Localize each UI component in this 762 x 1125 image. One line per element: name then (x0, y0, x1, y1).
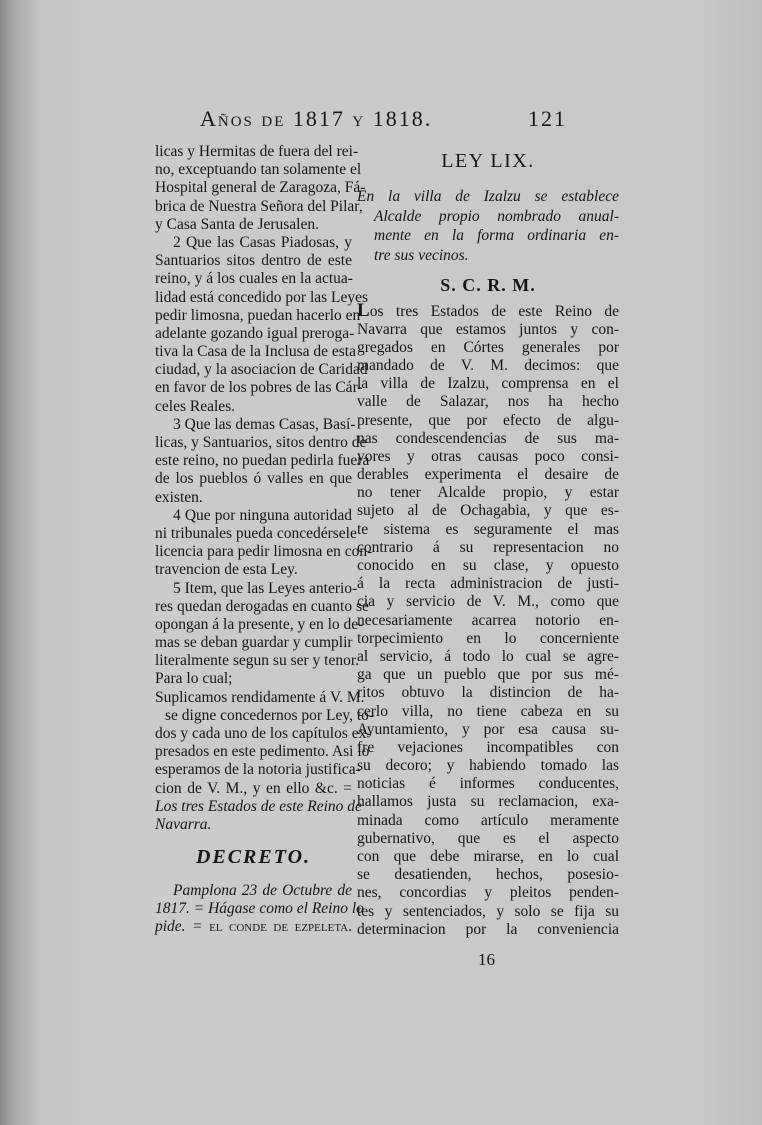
text-line: 2 Que las Casas Piadosas, y (173, 233, 352, 251)
text-line: con que debe mirarse, en lo cual (357, 848, 619, 865)
text-line: Hospital general de Zaragoza, Fá- (155, 179, 366, 197)
text-line: necesariamente acarrea notorio en- (357, 611, 619, 629)
text-line: 3 Que las demas Casas, Basí- (173, 415, 356, 433)
text-line: tes y sentenciados, y solo se fija su (357, 902, 619, 920)
text-line: determinacion por la conveniencia (357, 920, 619, 938)
text-line: no tener Alcalde propio, y estar (357, 484, 619, 502)
text-line: la villa de Izalzu, comprensa en el (357, 375, 619, 393)
law-summary (357, 187, 619, 265)
text-line: 4 Que por ninguna autoridad (173, 506, 352, 524)
text-line: dos y cada uno de los capítulos ex- (155, 725, 372, 742)
text-line: al servicio, á todo lo cual se agre- (357, 647, 619, 665)
text-line: noticias é informes conducentes, (357, 775, 619, 793)
text-line: cerlo villa, no tiene cabeza en su (357, 702, 619, 720)
text-line: te sistema es seguramente el mas (357, 520, 619, 538)
summary-line: mente en la forma ordinaria en- (374, 227, 619, 245)
page-number: 121 (528, 106, 567, 131)
text-line: torpecimiento en lo concerniente (357, 629, 619, 647)
text-line: esperamos de la notoria justifica- (155, 761, 361, 779)
text-line: Los tres Estados de este Reino de (155, 797, 362, 815)
text-line: gregados en Córtes generales por (357, 338, 619, 356)
text-line: travencion de esta Ley. (155, 561, 298, 579)
text-line: gubernativo, que es el aspecto (357, 829, 619, 847)
text-line: Navarra. (155, 815, 212, 833)
text-line: conocido en su clase, y opuesto (357, 557, 619, 574)
decree-block (155, 846, 364, 937)
text-line: res quedan derogadas en cuanto se (155, 597, 369, 615)
text-line: existen. (155, 488, 203, 506)
text-line: licencia para pedir limosna en con- (155, 543, 373, 561)
law-title: LEY LIX. (441, 150, 535, 172)
text-line: no, exceptuando tan solamente el (155, 161, 362, 179)
text-line: pedir limosna, puedan hacerlo en (155, 306, 361, 324)
signature-mark: 16 (478, 950, 495, 969)
text-line: adelante gozando igual preroga- (155, 324, 355, 342)
text-line: opongan á la presente, y en lo de- (155, 615, 364, 633)
text-line: en favor de los pobres de las Cár- (155, 379, 363, 397)
text-line: licas y Hermitas de fuera del rei- (155, 143, 359, 160)
text-line: sujeto al de Ochagabia, y que es- (357, 502, 619, 520)
text-line: mandado de V. M. decimos: que (357, 356, 619, 374)
decree-line (155, 918, 352, 936)
decree-line: Pamplona 23 de Octubre de (173, 882, 352, 899)
text-line: de los pueblos ó valles en que (155, 470, 352, 488)
summary-line: Alcalde propio nombrado anual- (374, 207, 619, 225)
text-line: cion de V. M., y en ello &c. = (155, 779, 352, 797)
text-line: mas se deban guardar y cumplir (155, 634, 353, 652)
text-line: Ayuntamiento, y por esa causa su- (357, 720, 619, 738)
text-line: ni tribunales pueda concedérsele (155, 524, 357, 542)
text-line: á la recta administracion de justi- (357, 575, 619, 593)
text-line: nes, concordias y pleitos penden- (357, 884, 619, 902)
text-line: Para lo cual; (155, 670, 233, 688)
body-line-text: os tres Estados de este Reino de (369, 303, 619, 321)
right-column (357, 150, 619, 939)
text-line: su decoro; y habiendo tomado las (357, 757, 619, 775)
decree-text: pide. = (155, 918, 210, 936)
running-title: Años de 1817 y 1818. (200, 106, 433, 131)
text-line: se digne concedernos por Ley, to- (165, 706, 375, 724)
text-line: brica de Nuestra Señora del Pilar, (155, 197, 363, 215)
text-line: 5 Item, que las Leyes anterio- (173, 579, 358, 597)
text-line: ga que un pueblo que por sus mé- (357, 666, 619, 684)
salutation: S. C. R. M. (440, 275, 536, 296)
text-line: lidad está concedido por las Leyes (155, 288, 369, 306)
text-line: tiva la Casa de la Inclusa de esta (155, 343, 356, 361)
text-line: literalmente segun su ser y tenor. (155, 652, 360, 670)
text-line: Navarra que estamos juntos y con- (357, 320, 619, 338)
text-line: celes Reales. (155, 397, 236, 415)
text-line: este reino, no puedan pedirla fuera (155, 452, 370, 470)
text-line: licas, y Santuarios, sitos dentro de (155, 434, 367, 451)
body-first-line (357, 302, 619, 320)
text-line: Suplicamos rendidamente á V. M. (155, 688, 365, 706)
text-line: derables experimenta el desaire de (357, 466, 619, 484)
summary-line: tre sus vecinos. (374, 246, 469, 264)
decree-line: 1817. = Hágase como el Reino lo (155, 900, 364, 918)
summary-line: En la villa de Izalzu se establece (357, 188, 619, 205)
drop-cap: L (357, 300, 370, 322)
text-line: presados en este pedimento. Asi lo (155, 743, 370, 761)
decree-title: DECRETO. (195, 846, 312, 868)
text-line: ciudad, y la asociacion de Caridad (155, 361, 368, 379)
text-line: fre vejaciones incompatibles con (357, 738, 619, 756)
text-line: ritos obtuvo la distincion de ha- (357, 684, 619, 702)
text-line: hallamos justa su reclamacion, exa- (357, 793, 619, 811)
text-line: y Casa Santa de Jerusalen. (155, 215, 319, 233)
text-line: Santuarios sitos dentro de este (155, 252, 352, 270)
text-line: contrario á su representacion no (357, 538, 619, 556)
text-line: cia y servicio de V. M., como que (357, 593, 619, 611)
text-line: presente, que por efecto de algu- (357, 411, 619, 429)
text-line: reino, y á los cuales en la actua- (155, 270, 353, 288)
text-line: valle de Salazar, nos ha hecho (357, 393, 619, 411)
decree-signatory: el conde de ezpeleta. (209, 918, 352, 936)
text-line: nas condescendencias de sus ma- (357, 429, 619, 447)
text-line: se desatienden, hechos, posesio- (357, 866, 619, 884)
text-line: minada como artículo meramente (357, 811, 619, 829)
left-column (155, 143, 375, 834)
text-line: yores y otras causas poco consi- (357, 447, 619, 465)
